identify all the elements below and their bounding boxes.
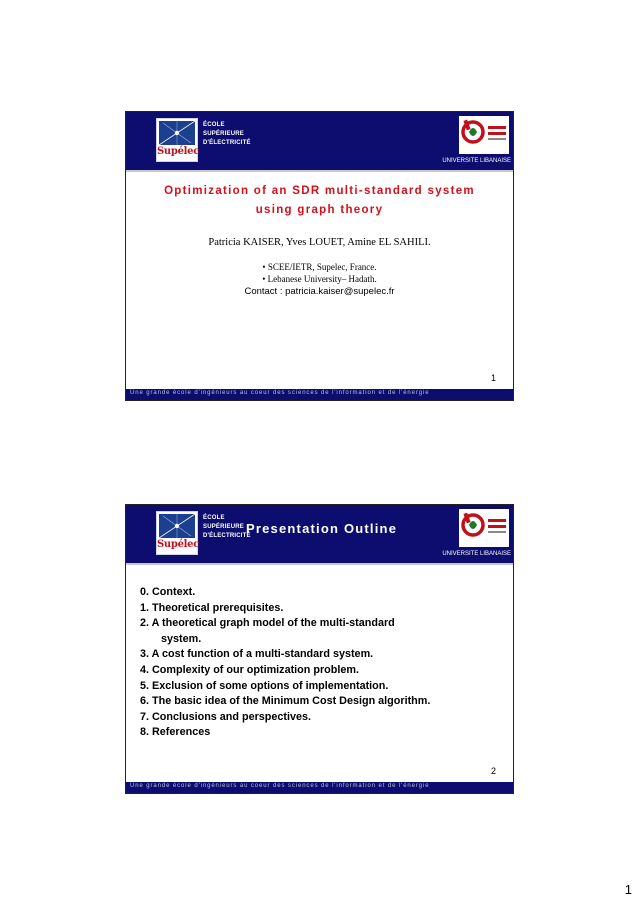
sheet-page-number: 1 — [624, 882, 632, 897]
school-line: ÉCOLE — [203, 122, 225, 128]
contact-email: Contact : patricia.kaiser@supelec.fr — [244, 286, 395, 297]
outline-list — [140, 585, 430, 741]
slide-1 — [125, 111, 514, 401]
footer-tagline: Une grande école d'ingénieurs au coeur des sciences de l'information et de l'énergie — [130, 390, 430, 396]
school-line: SUPÉRIEURE — [203, 131, 245, 137]
outline-item: 7. Conclusions and perspectives. — [140, 710, 312, 723]
header-divider — [126, 563, 513, 565]
slide-page-number: 2 — [490, 766, 496, 776]
star-icon — [159, 514, 195, 538]
affiliation: • Lebanese University– Hadath. — [262, 274, 377, 284]
outline-item: 2. A theoretical graph model of the multi-standard — [140, 617, 395, 630]
supelec-logo — [156, 118, 198, 162]
outline-item: 1. Theoretical prerequisites. — [140, 601, 284, 614]
university-name: UNIVERSITE LIBANAISE — [442, 158, 511, 164]
title-line: Optimization of an SDR multi-standard system — [164, 185, 475, 197]
affiliation: • SCEE/IETR, Supelec, France. — [262, 262, 377, 272]
slide-footer — [126, 389, 513, 400]
university-emblem-icon — [459, 116, 509, 154]
school-name — [203, 121, 251, 148]
footer-tagline: Une grande école d'ingénieurs au coeur des sciences de l'information et de l'énergie — [130, 783, 430, 789]
university-name: UNIVERSITE LIBANAISE — [442, 551, 511, 557]
supelec-logo-text: Supélec — [157, 539, 199, 550]
slide-header — [126, 112, 513, 170]
school-name — [203, 514, 251, 541]
supelec-logo-text: Supélec — [157, 146, 199, 157]
university-emblem-icon — [459, 509, 509, 547]
outline-item: 5. Exclusion of some options of implementation. — [140, 679, 389, 692]
authors: Patricia KAISER, Yves LOUET, Amine EL SAHILI. — [208, 237, 431, 248]
school-line: D'ÉLECTRICITÉ — [203, 533, 251, 539]
slide-header — [126, 505, 513, 563]
slide-title: Presentation Outline — [246, 521, 398, 536]
slide-2 — [125, 504, 514, 794]
supelec-logo — [156, 511, 198, 555]
school-line: SUPÉRIEURE — [203, 524, 245, 530]
outline-item: 3. A cost function of a multi-standard system. — [140, 648, 374, 661]
header-divider — [126, 170, 513, 172]
slide-page-number: 1 — [490, 373, 496, 383]
slide-footer — [126, 782, 513, 793]
outline-item: 8. References — [140, 726, 211, 739]
school-line: ÉCOLE — [203, 515, 225, 521]
outline-item: 4. Complexity of our optimization problem. — [140, 663, 359, 676]
school-line: D'ÉLECTRICITÉ — [203, 140, 251, 146]
slide-title — [126, 182, 513, 220]
outline-item: system. — [140, 632, 202, 645]
outline-item: 6. The basic idea of the Minimum Cost Design algorithm. — [140, 695, 431, 708]
star-icon — [159, 121, 195, 145]
outline-item: 0. Context. — [140, 586, 196, 598]
title-line: using graph theory — [255, 204, 384, 216]
